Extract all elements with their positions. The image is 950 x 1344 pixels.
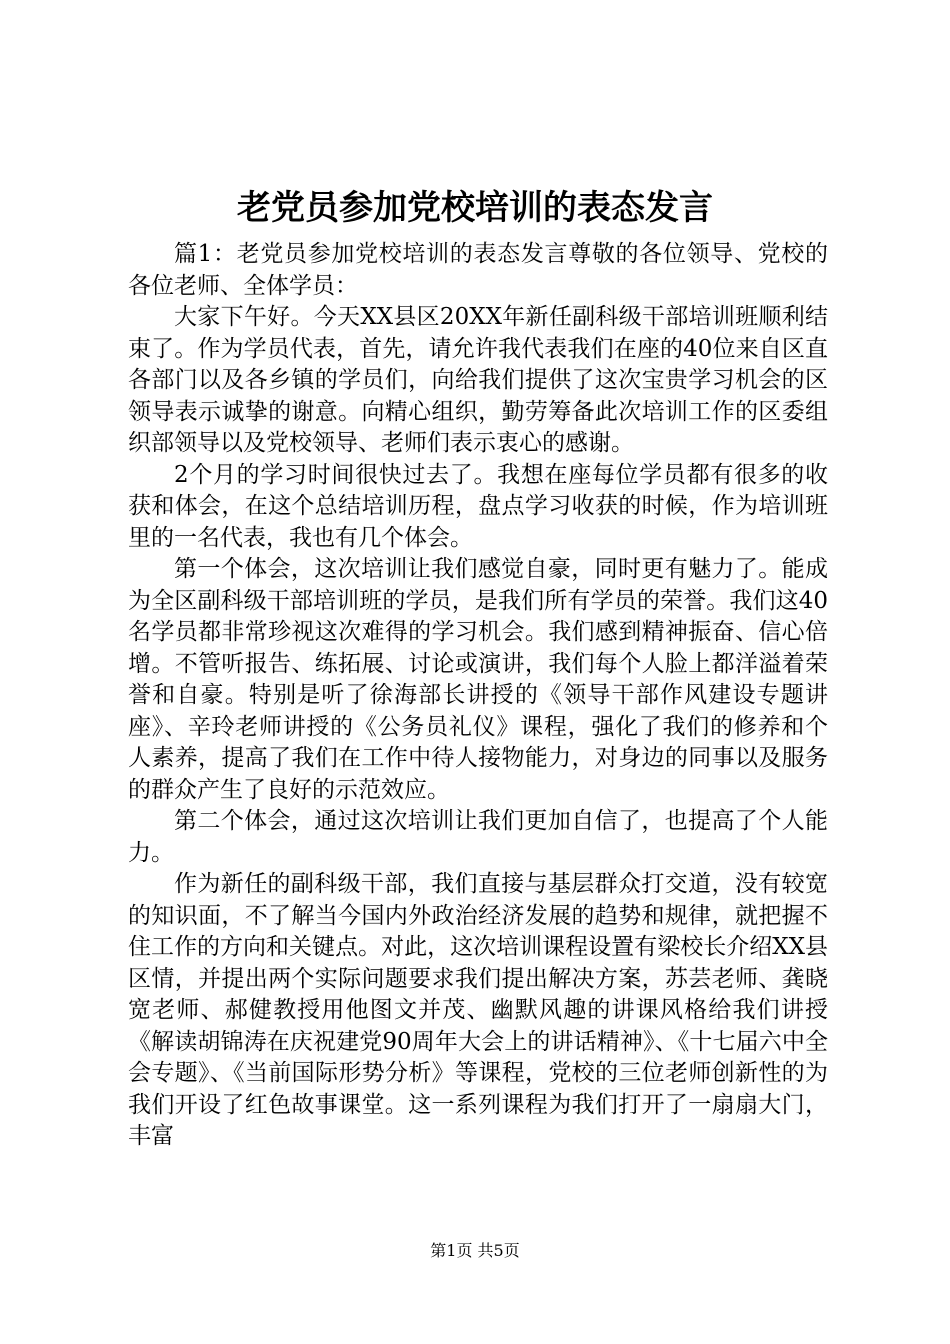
document-title: 老党员参加党校培训的表态发言 [237,188,713,228]
paragraph: 第一个体会，这次培训让我们感觉自豪，同时更有魅力了。能成为全区副科级干部培训班的学员，是我们所有学员的荣誉。我们这40名学员都非常珍视这次难得的学习机会。我们感到精神振奋、信心倍增。不管听报告、练拓展、讨论或演讲，我们每个人脸上都洋溢着荣誉和自豪。特别是听了徐海部长讲授的《领导干部作风建设专题讲座》、辛玲老师讲授的《公务员礼仪》课程，强化了我们的修养和个人素养，提高了我们在工作中待人接物能力，对身边的同事以及服务的群众产生了良好的示范效应。 [128,556,828,803]
document-body [128,239,828,1184]
paragraph: 篇1：老党员参加党校培训的表态发言尊敬的各位领导、党校的各位老师、全体学员： [128,241,828,299]
paragraph: 第二个体会，通过这次培训让我们更加自信了，也提高了个人能力。 [128,808,828,866]
paragraph: 2个月的学习时间很快过去了。我想在座每位学员都有很多的收获和体会，在这个总结培训历程，盘点学习收获的时候，作为培训班里的一名代表，我也有几个体会。 [128,461,828,551]
paragraph: 大家下午好。今天XX县区20XX年新任副科级干部培训班顺利结束了。作为学员代表，首先，请允许我代表我们在座的40位来自区直各部门以及各乡镇的学员们，向给我们提供了这次宝贵学习机会的区领导表示诚挚的谢意。向精心组织，勤劳筹备此次培训工作的区委组织部领导以及党校领导、老师们表示衷心的感谢。 [128,304,828,456]
paragraph: 作为新任的副科级干部，我们直接与基层群众打交道，没有较宽的知识面，不了解当今国内外政治经济发展的趋势和规律，就把握不住工作的方向和关键点。对此，这次培训课程设置有梁校长介绍XX县区情，并提出两个实际问题要求我们提出解决方案，苏芸老师、龚晓宽老师、郝健教授用他图文并茂、幽默风趣的讲课风格给我们讲授《解读胡锦涛在庆祝建党90周年大会上的讲话精神》、《十七届六中全会专题》、《当前国际形势分析》等课程，党校的三位老师创新性的为我们开设了红色故事课堂。这一系列课程为我们打开了一扇扇大门，丰富 [128,871,828,1149]
page-number-footer: 第1页 共5页 [430,1241,520,1260]
